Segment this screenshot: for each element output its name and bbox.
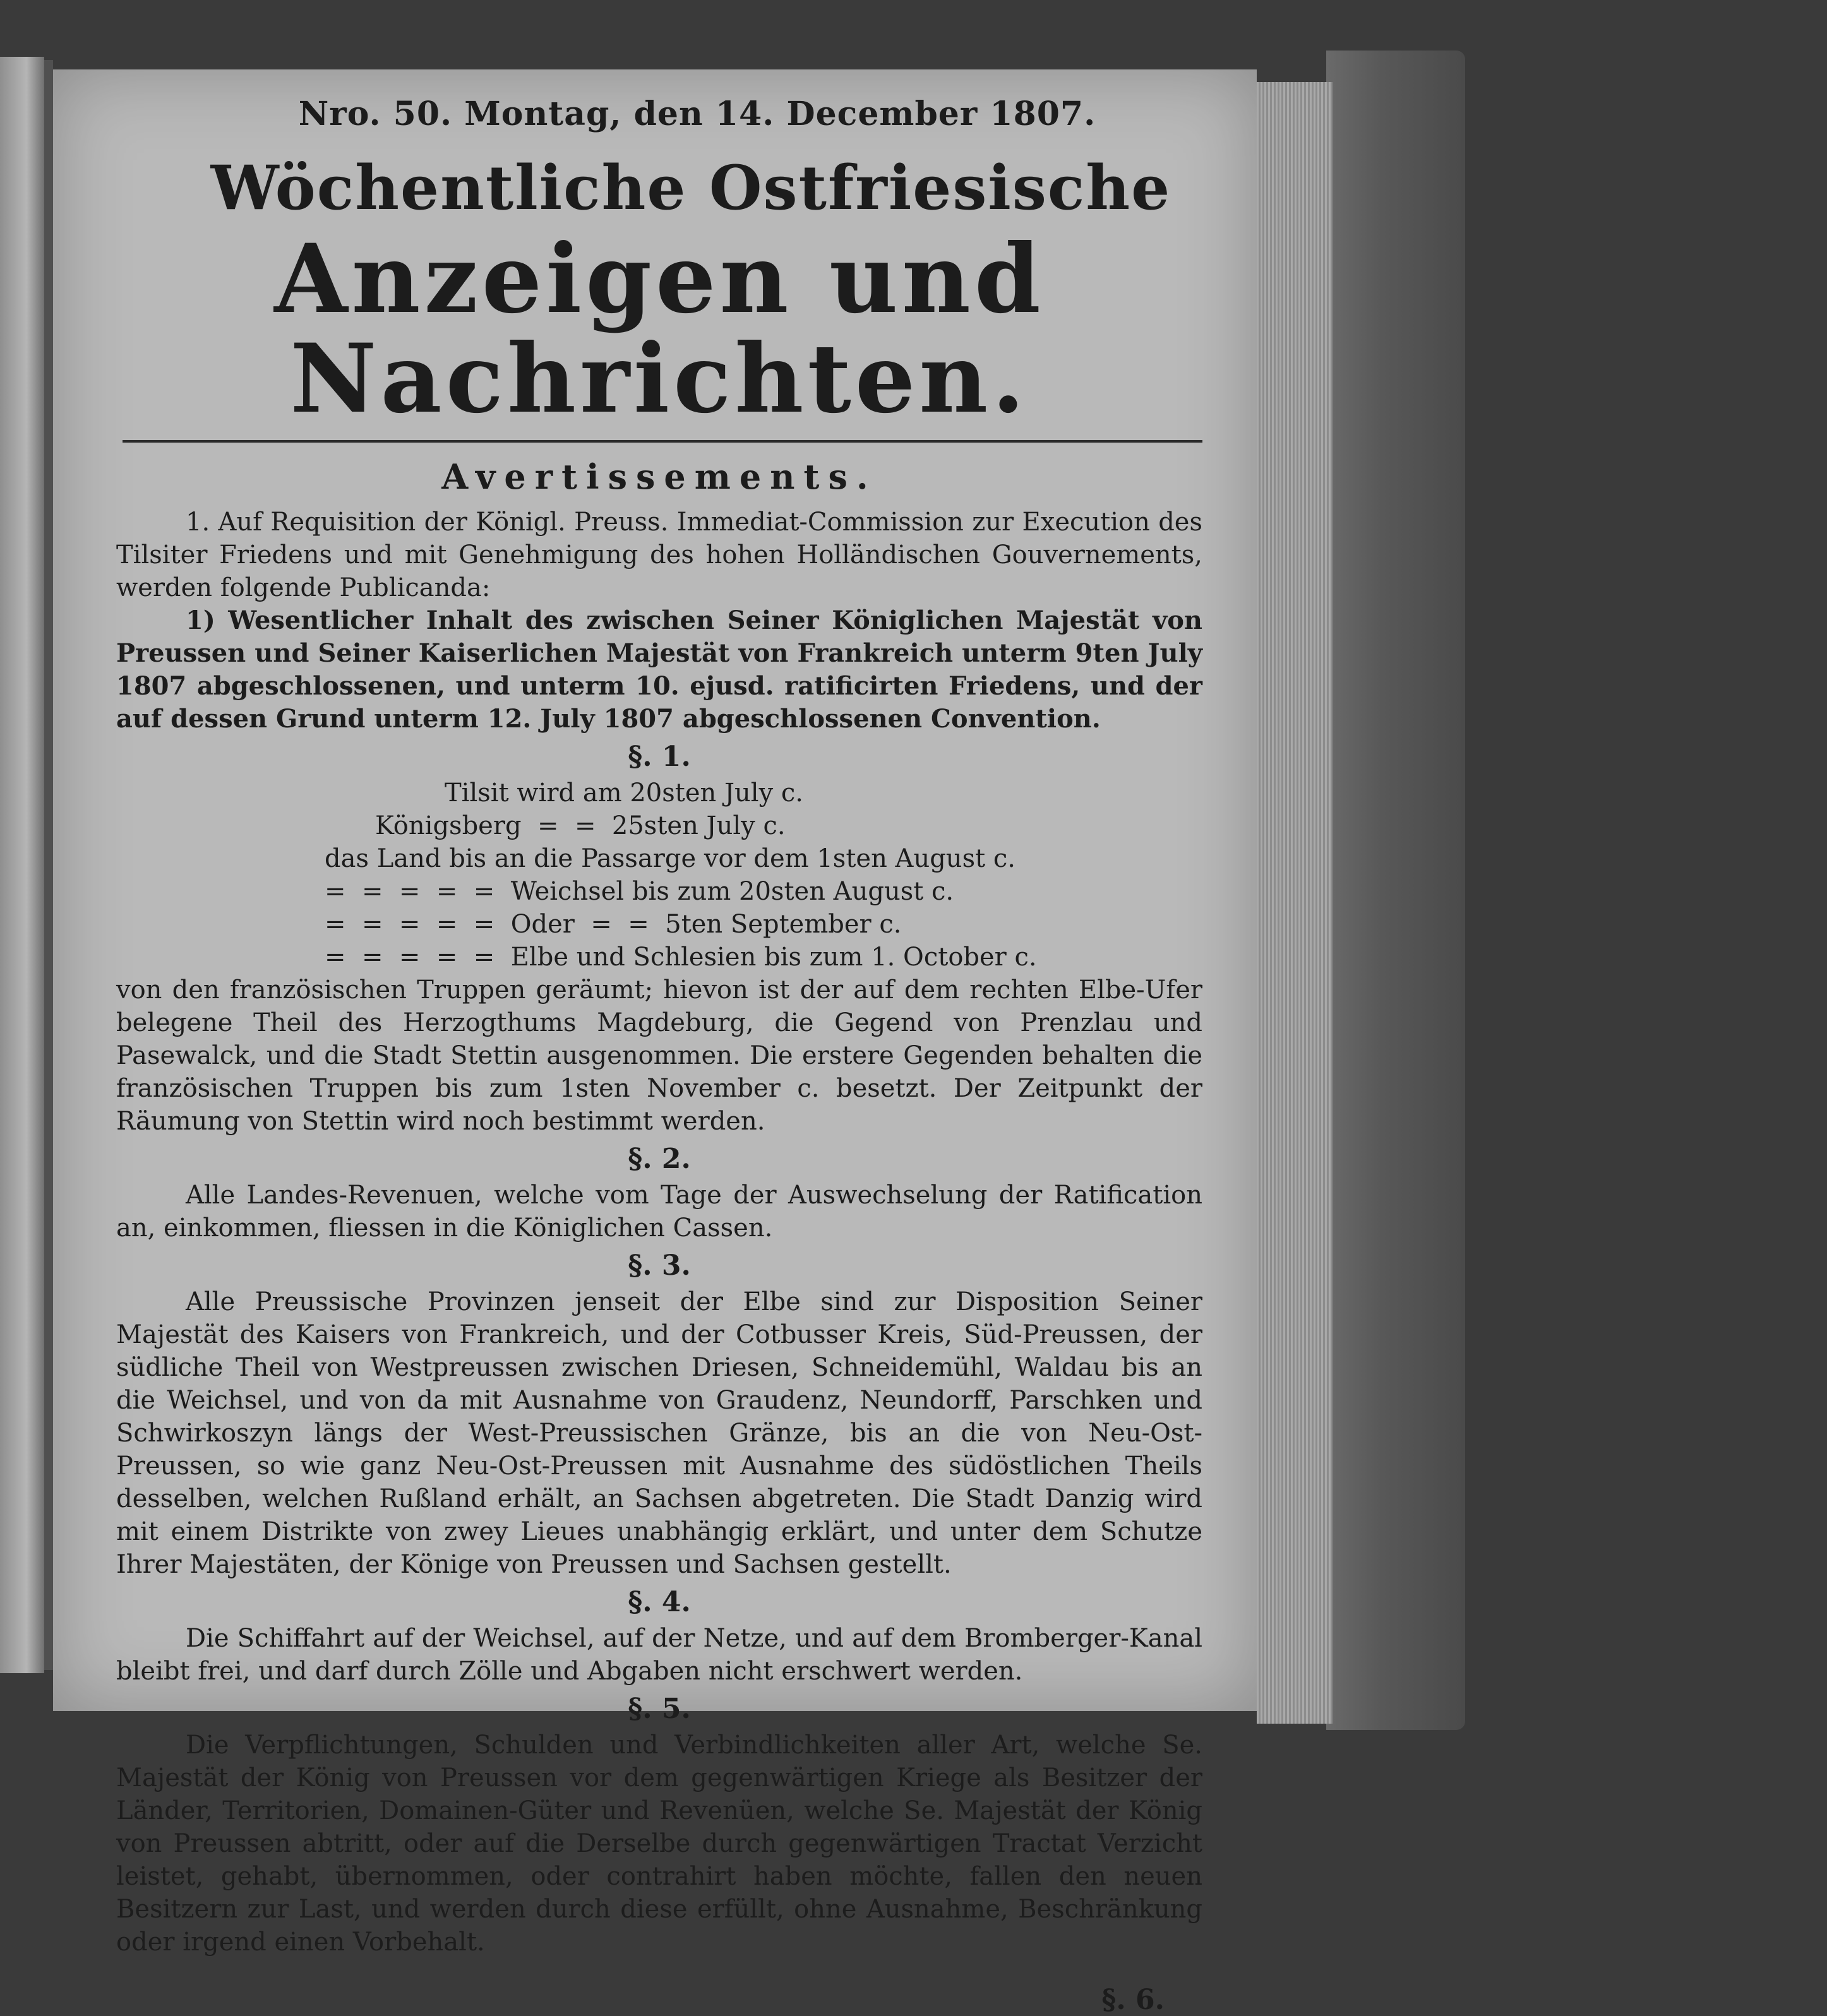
catchword: §. 6.: [1101, 1984, 1165, 2016]
issue-line: Nro. 50. Montag, den 14. December 1807.: [298, 95, 1096, 133]
book-cover: [1326, 51, 1465, 1730]
page-stack: [1257, 82, 1333, 1724]
paragraph-mark-1: §. 1.: [628, 741, 691, 773]
evacuation-row: = = = = = Oder = = 5ten September c.: [325, 910, 902, 939]
title-line-1: Wöchentliche Ostfriesische: [210, 152, 1171, 224]
paragraph-text-5: Die Verpflichtungen, Schulden und Verbindlichkeiten aller Art, welche Se. Majestät der König von Preussen vor dem gegenwärtigen Kriege als Besitzer der Länder, Territorien, Domainen-Güter und Revenüen, welche Se. Majestät der König von Preussen abtritt, oder auf die Derselbe durch gegenwärtigen Tractat Verzicht leistet, gehabt, übernommen, oder contrahirt haben möchte, fallen den neuen Besitzern zur Last, und werden durch diese erfüllt, ohne Ausnahme, Beschränkung oder irgend einen Vorbehalt.: [116, 1731, 1202, 1957]
left-page-edge: [0, 57, 44, 1673]
page-content: [116, 95, 1202, 2016]
paragraph-text-3: Alle Preussische Provinzen jenseit der Elbe sind zur Disposition Seiner Majestät des Kaisers von Frankreich, und der Cotbusser Kreis, Süd-Preussen, der südliche Theil von Westpreussen zwischen Driesen, Schneidemühl, Waldau bis an die Weichsel, und von da mit Ausnahme von Graudenz, Neundorff, Parschken und Schwirkoszyn längs der West-Preussischen Gränze, bis an die von Neu-Ost-Preussen, so wie ganz Neu-Ost-Preussen mit Ausnahme des südöstlichen Theils desselben, welchen Rußland erhält, an Sachsen abgetreten. Die Stadt Danzig wird mit einem Distrikte von zwey Lieues unabhängig erklärt, und unter dem Schutze Ihrer Majestäten, der Könige von Preussen und Sachsen gestellt.: [116, 1287, 1202, 1579]
intro-item-1-sub: 1) Wesentlicher Inhalt des zwischen Seiner Königlichen Majestät von Preussen und Seiner Kaiserlichen Majestät von Frankreich unterm 9ten July 1807 abgeschlossenen, und unterm 10. ejusd. ratificirten Friedens, und der auf dessen Grund unterm 12. July 1807 abgeschlossenen Convention.: [116, 605, 1202, 734]
evacuation-row: das Land bis an die Passarge vor dem 1sten August c.: [325, 844, 1016, 873]
section-heading: Avertissements.: [441, 456, 877, 497]
evacuation-row: = = = = = Elbe und Schlesien bis zum 1. October c.: [325, 943, 1037, 972]
evacuation-row: = = = = = Weichsel bis zum 20sten August c.: [325, 877, 954, 906]
paragraph-mark-4: §. 4.: [628, 1586, 691, 1618]
paragraph-mark-3: §. 3.: [628, 1250, 691, 1282]
title-rule: [123, 440, 1202, 443]
evacuation-row: Tilsit wird am 20sten July c.: [445, 778, 804, 808]
evacuation-row: Königsberg = = 25sten July c.: [375, 811, 786, 840]
title-line-2: Anzeigen und Nachrichten.: [274, 224, 1045, 434]
book-gutter: [44, 60, 53, 1670]
newspaper-page: [53, 69, 1257, 2016]
intro-item-1: 1. Auf Requisition der Königl. Preuss. Immediat-Commission zur Execution des Tilsiter Friedens und mit Genehmigung des hohen Holländischen Gouvernements, werden folgende Publicanda:: [116, 508, 1202, 602]
paragraph-mark-5: §. 5.: [628, 1693, 691, 1725]
paragraph-text-2: Alle Landes-Revenuen, welche vom Tage der Auswechselung der Ratification an, einkommen, fliessen in die Königlichen Cassen.: [116, 1181, 1202, 1243]
paragraph-text-1: von den französischen Truppen geräumt; hievon ist der auf dem rechten Elbe-Ufer belegene Theil des Herzogthums Magdeburg, die Gegend von Prenzlau und Pasewalck, und die Stadt Stettin ausgenommen. Die erstere Gegenden behalten die französischen Truppen bis zum 1sten November c. besetzt. Der Zeitpunkt der Räumung von Stettin wird noch bestimmt werden.: [116, 975, 1202, 1136]
paragraph-mark-2: §. 2.: [628, 1143, 691, 1175]
paragraph-text-4: Die Schiffahrt auf der Weichsel, auf der Netze, und auf dem Bromberger-Kanal bleibt frei, und darf durch Zölle und Abgaben nicht erschwert werden.: [116, 1624, 1202, 1686]
